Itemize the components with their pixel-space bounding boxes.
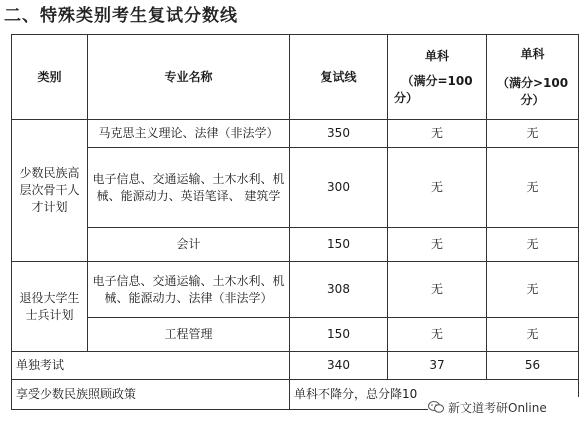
row-line: 308 <box>290 262 388 318</box>
row-single-over-100: 无 <box>487 262 579 318</box>
table-row <box>12 318 579 352</box>
score-table <box>11 34 579 410</box>
header-retest-line: 复试线 <box>290 35 388 120</box>
table-row <box>12 120 579 148</box>
header-single-over-100-line2: （满分>100分） <box>496 75 569 107</box>
table-row-separate-exam <box>12 352 579 380</box>
watermark <box>428 397 584 417</box>
separate-exam-single-over-100: 56 <box>487 352 579 380</box>
group-minority: 少数民族高层次骨干人才计划 <box>12 120 88 262</box>
header-single-100 <box>388 35 487 120</box>
row-line: 150 <box>290 318 388 352</box>
row-major: 工程管理 <box>88 318 290 352</box>
row-major: 电子信息、交通运输、土木水利、机械、能源动力、英语笔译、 建筑学 <box>88 148 290 228</box>
wechat-icon <box>428 400 444 414</box>
row-line: 300 <box>290 148 388 228</box>
table-row <box>12 262 579 318</box>
row-line: 350 <box>290 120 388 148</box>
row-single-100: 无 <box>388 228 487 262</box>
row-major: 会计 <box>88 228 290 262</box>
table-row <box>12 148 579 228</box>
separate-exam-line: 340 <box>290 352 388 380</box>
header-single-over-100-line1: 单科 <box>520 46 545 61</box>
row-single-100: 无 <box>388 318 487 352</box>
row-single-over-100: 无 <box>487 228 579 262</box>
row-major: 马克思主义理论、法律（非法学） <box>88 120 290 148</box>
table-row <box>12 228 579 262</box>
minority-policy-value: 单科不降分，总分降10 <box>290 380 579 410</box>
row-single-100: 无 <box>388 262 487 318</box>
minority-policy-label: 享受少数民族照顾政策 <box>12 380 290 410</box>
table-header-row <box>12 35 579 120</box>
row-line: 150 <box>290 228 388 262</box>
page-title: 二、特殊类别考生复试分数线 <box>4 6 238 26</box>
watermark-text: 新文道考研Online <box>448 400 547 415</box>
row-single-100: 无 <box>388 120 487 148</box>
row-single-over-100: 无 <box>487 120 579 148</box>
separate-exam-single-100: 37 <box>388 352 487 380</box>
header-single-over-100 <box>487 35 579 120</box>
header-single-100-line3: 分） <box>394 90 419 105</box>
separate-exam-label: 单独考试 <box>12 352 290 380</box>
header-category: 类别 <box>12 35 88 120</box>
row-major: 电子信息、交通运输、土木水利、机械、能源动力、法律（非法学） <box>88 262 290 318</box>
row-single-100: 无 <box>388 148 487 228</box>
header-major: 专业名称 <box>88 35 290 120</box>
header-single-100-line2: （满分=100 <box>401 73 473 88</box>
row-single-over-100: 无 <box>487 148 579 228</box>
group-veteran: 退役大学生士兵计划 <box>12 262 88 352</box>
row-single-over-100: 无 <box>487 318 579 352</box>
header-single-100-line1: 单科 <box>424 48 449 63</box>
